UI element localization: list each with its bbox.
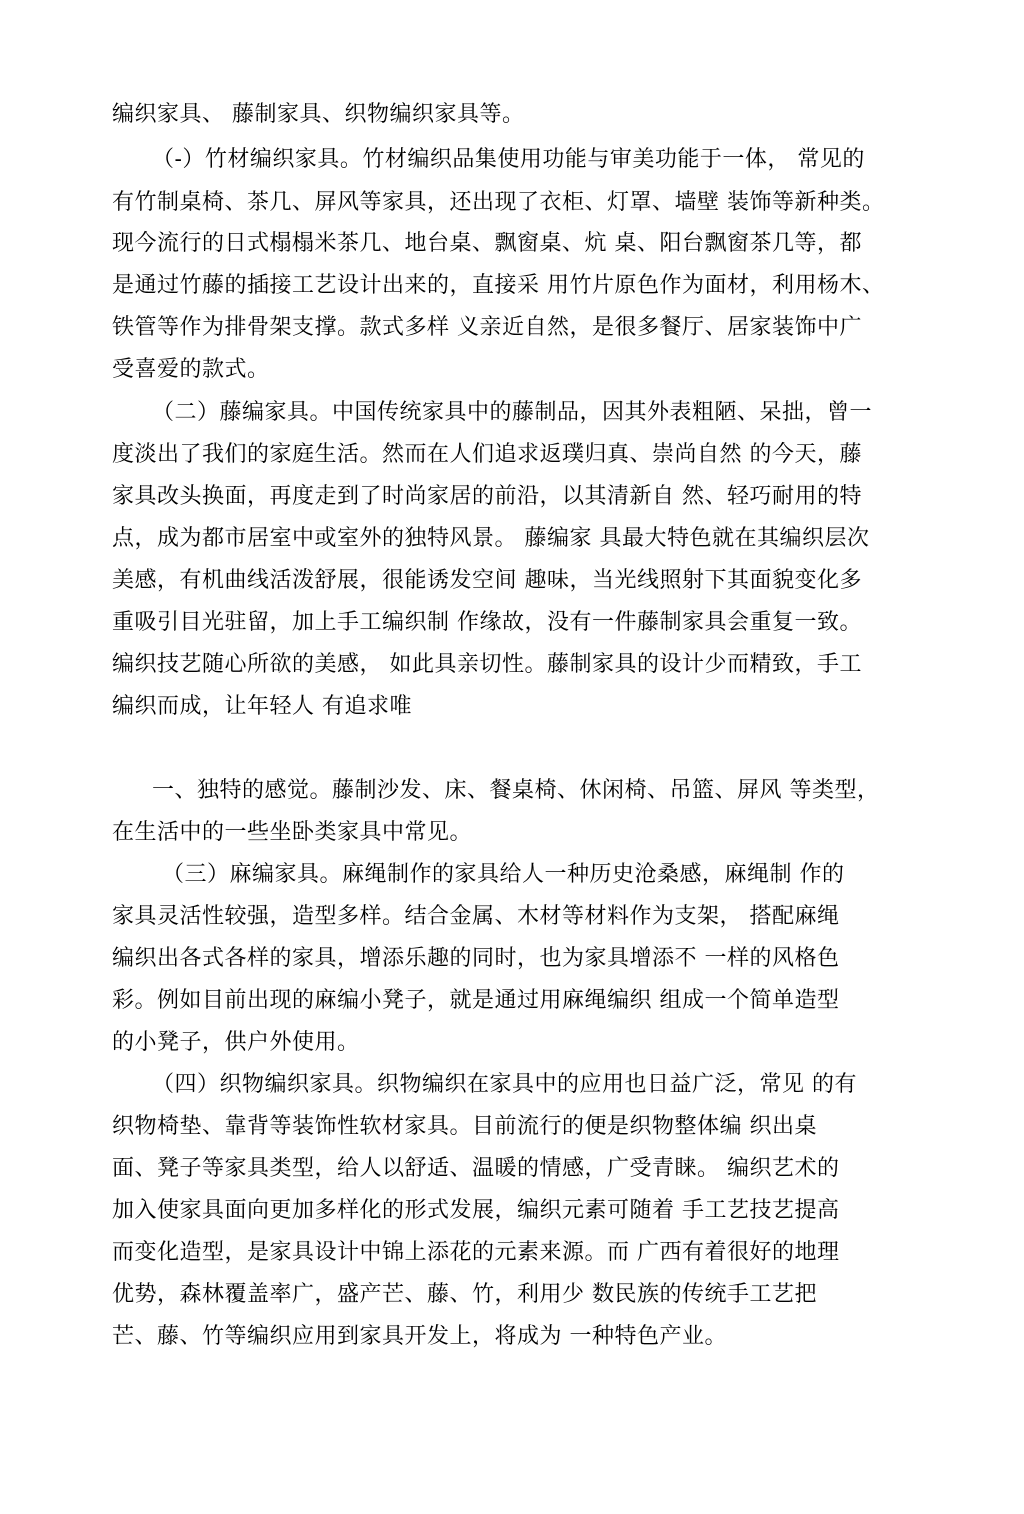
text-line: 一、独特的感觉。藤制沙发、床、餐桌椅、休闲椅、吊篮、屏风 等类型， (152, 778, 880, 803)
text-line: （-）竹材编织家具。竹材编织品集使用功能与审美功能于一体， 常见的 (152, 147, 865, 172)
text-line: 优势，森林覆盖率广，盛产芒、藤、竹，利用少 数民族的传统手工艺把 (112, 1282, 817, 1307)
text-line: 家具灵活性较强，造型多样。结合金属、木材等材料作为支架， 搭配麻绳 (112, 904, 840, 929)
text-line: 编织而成，让年轻人 有追求唯 (112, 694, 412, 719)
text-line: 编织出各式各样的家具，增添乐趣的同时，也为家具增添不 一样的风格色 (112, 946, 840, 971)
text-line: 编织家具、 藤制家具、织物编织家具等。 (112, 102, 525, 127)
text-line: 加入使家具面向更加多样化的形式发展，编织元素可随着 手工艺技艺提高 (112, 1198, 840, 1223)
text-line: 家具改头换面，再度走到了时尚家居的前沿，以其清新自 然、轻巧耐用的特 (112, 484, 862, 509)
text-line: 在生活中的一些坐卧类家具中常见。 (112, 820, 473, 845)
text-line: 是通过竹藤的插接工艺设计出来的，直接采 用竹片原色作为面材，利用杨木、 (112, 273, 885, 298)
text-line: 铁管等作为排骨架支撑。款式多样 义亲近自然，是很多餐厅、居家装饰中广 (112, 315, 862, 340)
text-line: 受喜爱的款式。 (112, 357, 270, 382)
text-line: 彩。例如目前出现的麻编小凳子，就是通过用麻绳编织 组成一个简单造型 (112, 988, 840, 1013)
text-line: 美感，有机曲线活泼舒展，很能诱发空间 趣味，当光线照射下其面貌变化多 (112, 568, 862, 593)
text-line: 芒、藤、竹等编织应用到家具开发上，将成为 一种特色产业。 (112, 1324, 727, 1349)
text-line: 织物椅垫、靠背等装饰性软材家具。目前流行的便是织物整体编 织出桌 (112, 1114, 817, 1139)
text-line: 面、凳子等家具类型，给人以舒适、温暖的情感，广受青睐。 编织艺术的 (112, 1156, 840, 1181)
text-line: （四）织物编织家具。织物编织在家具中的应用也日益广泛，常见 的有 (152, 1072, 857, 1097)
text-line: 的小凳子，供户外使用。 (112, 1030, 360, 1055)
text-line: （二）藤编家具。中国传统家具中的藤制品，因其外表粗陋、呆拙，曾一 (152, 400, 873, 425)
text-line: 重吸引目光驻留，加上手工编织制 作缘故，没有一件藤制家具会重复一致。 (112, 610, 862, 635)
text-line: 编织技艺随心所欲的美感， 如此具亲切性。藤制家具的设计少而精致，手工 (112, 652, 862, 677)
text-line: （三）麻编家具。麻绳制作的家具给人一种历史沧桑感，麻绳制 作的 (162, 862, 845, 887)
text-line: 点，成为都市居室中或室外的独特风景。 藤编家 具最大特色就在其编织层次 (112, 526, 870, 551)
text-line: 度淡出了我们的家庭生活。然而在人们追求返璞归真、崇尚自然 的今天，藤 (112, 442, 862, 467)
text-line: 有竹制桌椅、茶几、屏风等家具，还出现了衣柜、灯罩、墙壁 装饰等新种类。 (112, 190, 885, 215)
text-line: 现今流行的日式榻榻米茶几、地台桌、飘窗桌、炕 桌、阳台飘窗茶几等，都 (112, 231, 862, 256)
text-line: 而变化造型，是家具设计中锦上添花的元素来源。而 广西有着很好的地理 (112, 1240, 840, 1265)
